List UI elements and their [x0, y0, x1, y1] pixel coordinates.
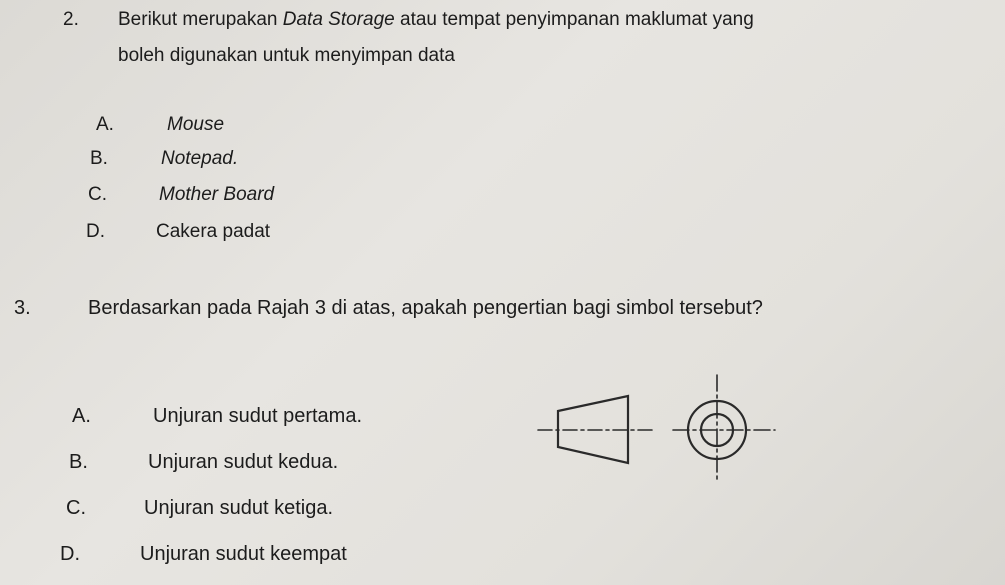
q2-question-line2: boleh digunakan untuk menyimpan data	[118, 45, 455, 66]
q3-option-a-text: Unjuran sudut pertama.	[153, 405, 363, 427]
q2-line1-emphasis: Data Storage	[282, 9, 395, 30]
q2-line1-post: atau tempat penyimpanan maklumat yang	[394, 9, 754, 30]
q3-option-c-text: Unjuran sudut ketiga.	[144, 497, 334, 519]
q3-option-a-letter: A.	[72, 405, 91, 427]
q2-option-a-label: Mouse	[167, 114, 225, 135]
q3-option-d-text: Unjuran sudut keempat	[140, 543, 347, 565]
q3-option-b-letter: B.	[69, 451, 88, 473]
q3-question-text: Berdasarkan pada Rajah 3 di atas, apakah pengertian bagi simbol tersebut?	[88, 297, 763, 319]
q2-option-c-letter: C.	[88, 184, 107, 205]
q3-number: 3.	[14, 297, 31, 319]
q2-option-c-label: Mother Board	[159, 184, 275, 205]
q3-option-d-letter: D.	[60, 543, 80, 565]
q2-line1-pre: Berikut merupakan	[118, 9, 283, 30]
q2-option-b-letter: B.	[90, 148, 108, 169]
q2-option-d-text: Cakera padat	[156, 221, 271, 242]
q2-option-a-letter: A.	[96, 114, 114, 135]
q2-option-d-letter: D.	[86, 221, 105, 242]
q3-option-c-letter: C.	[66, 497, 86, 519]
q2-option-b-label: Notepad.	[161, 148, 239, 169]
q2-number: 2.	[63, 9, 79, 30]
q3-option-b-text: Unjuran sudut kedua.	[148, 451, 339, 473]
